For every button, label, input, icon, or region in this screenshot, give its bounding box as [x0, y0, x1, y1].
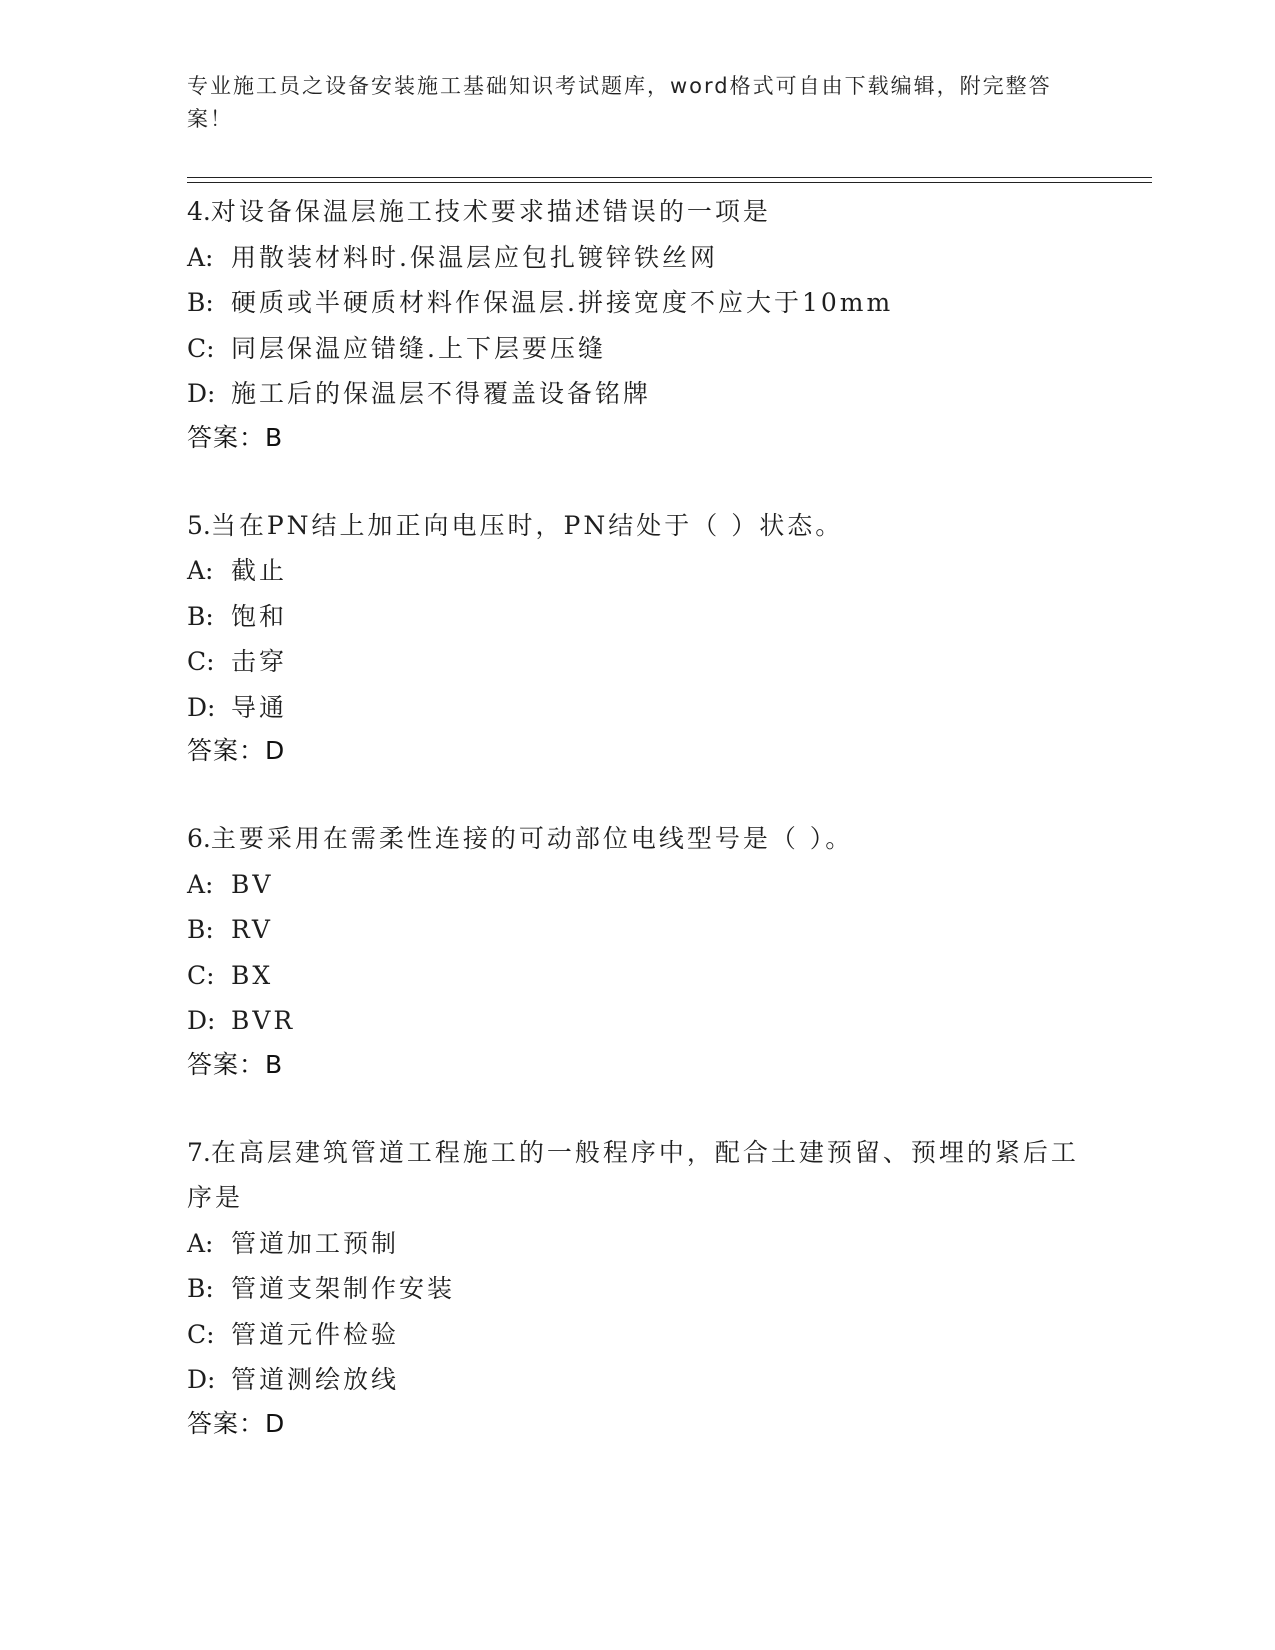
question-text: 对设备保温层施工技术要求描述错误的一项是: [210, 197, 771, 226]
option-d: [187, 685, 1087, 731]
option-letter: D:: [187, 1365, 216, 1394]
option-text: BX: [231, 960, 274, 990]
answer-line: 答案：B: [187, 1049, 284, 1079]
option-letter: A:: [187, 1228, 214, 1258]
question-stem: [187, 189, 1087, 235]
question-4: [187, 189, 1087, 459]
option-d: [187, 998, 1087, 1044]
document-header: 专业施工员之设备安装施工基础知识考试题库，word格式可自由下载编辑，附完整答案！: [187, 74, 1052, 131]
option-text: 管道元件检验: [231, 1319, 400, 1349]
option-text: 管道测绘放线: [231, 1365, 400, 1394]
option-d: [187, 1357, 1087, 1403]
answer-line: 答案：D: [187, 1408, 286, 1438]
option-c: [187, 326, 1087, 372]
option-text: 硬质或半硬质材料作保温层.拼接宽度不应大于10mm: [231, 288, 894, 317]
option-letter: B:: [187, 915, 214, 944]
option-text: BVR: [231, 1006, 296, 1035]
option-letter: B:: [187, 288, 214, 317]
option-a: [187, 548, 1087, 594]
question-text: 主要采用在需柔性连接的可动部位电线型号是（ ）。: [210, 824, 854, 853]
option-text: 同层保温应错缝.上下层要压缝: [231, 333, 606, 363]
option-text: 饱和: [231, 601, 288, 631]
option-text: 击穿: [231, 647, 288, 676]
header-divider-top: [187, 177, 1152, 178]
option-c: [187, 1312, 1087, 1358]
option-b: [187, 594, 1087, 640]
question-stem: [187, 503, 1087, 549]
option-letter: C:: [187, 333, 215, 363]
header-divider-bottom: [187, 182, 1152, 183]
question-7: [187, 1130, 1087, 1445]
question-6: [187, 816, 1087, 1086]
option-letter: D:: [187, 692, 216, 722]
option-text: 管道支架制作安装: [231, 1274, 456, 1303]
option-letter: C:: [187, 960, 215, 990]
option-text: 截止: [231, 556, 288, 585]
option-a: [187, 1221, 1087, 1267]
question-number: 6.: [187, 824, 211, 853]
option-text: 管道加工预制: [231, 1228, 400, 1258]
option-b: [187, 907, 1087, 953]
option-letter: A:: [187, 869, 214, 899]
option-text: 施工后的保温层不得覆盖设备铭牌: [231, 379, 652, 408]
answer-line: 答案：D: [187, 736, 286, 765]
question-stem: [187, 1130, 1087, 1221]
option-a: [187, 862, 1087, 908]
option-text: BV: [231, 869, 274, 899]
option-a: [187, 235, 1087, 281]
answer-line: 答案：B: [187, 422, 284, 452]
option-letter: B:: [187, 1274, 214, 1303]
question-stem: [187, 816, 1087, 862]
option-letter: C:: [187, 1319, 215, 1349]
option-text: RV: [231, 915, 273, 944]
option-b: [187, 280, 1087, 326]
question-number: 4.: [187, 197, 211, 226]
question-number: 5.: [187, 510, 211, 540]
option-letter: A:: [187, 556, 214, 585]
option-b: [187, 1266, 1087, 1312]
option-letter: D:: [187, 379, 216, 408]
question-list: [187, 189, 1087, 1489]
option-letter: B:: [187, 601, 214, 631]
question-number: 7.: [187, 1137, 211, 1167]
option-c: [187, 639, 1087, 685]
option-letter: D:: [187, 1006, 216, 1035]
option-letter: C:: [187, 647, 215, 676]
option-text: 用散装材料时.保温层应包扎镀锌铁丝网: [231, 242, 718, 272]
option-d: [187, 371, 1087, 417]
option-text: 导通: [231, 692, 288, 722]
question-text: 在高层建筑管道工程施工的一般程序中，配合土建预留、预埋的紧后工序是: [187, 1137, 1079, 1212]
question-text: 当在PN结上加正向电压时，PN结处于（ ）状态。: [210, 510, 844, 540]
question-5: [187, 503, 1087, 773]
option-letter: A:: [187, 242, 214, 272]
option-c: [187, 953, 1087, 999]
